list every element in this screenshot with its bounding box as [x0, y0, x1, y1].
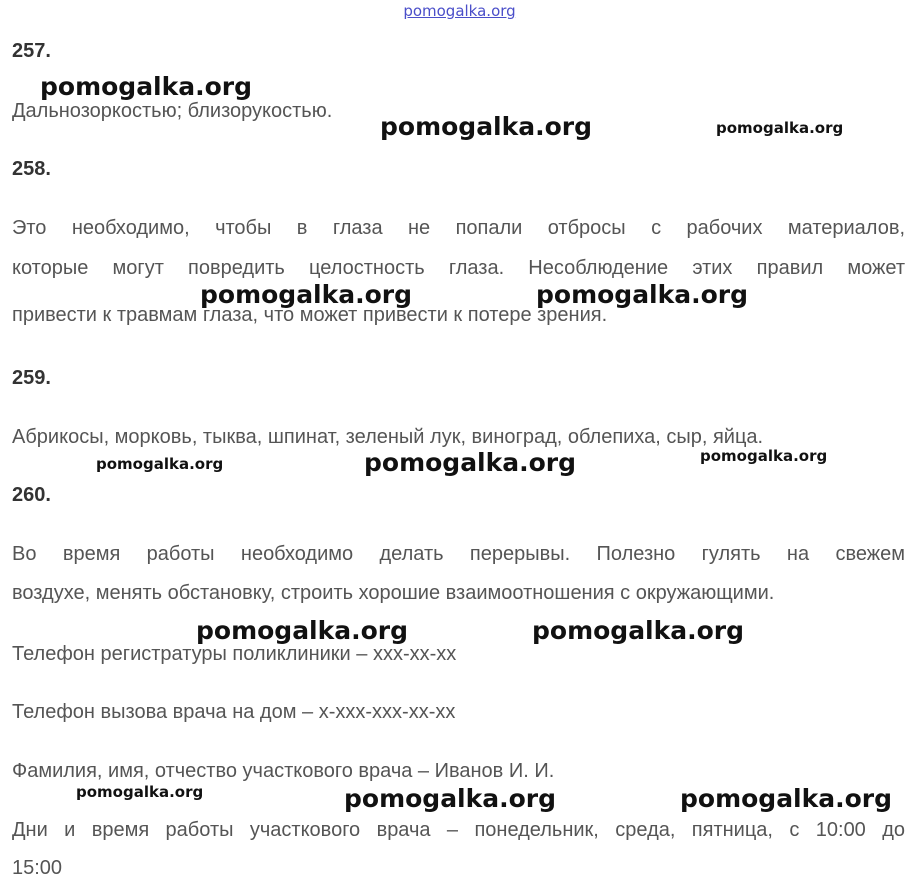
answer-258-line-1: Это необходимо, чтобы в глаза не попали отбросы с рабочих материалов, [12, 217, 905, 239]
watermark: pomogalka.org [96, 455, 224, 473]
answer-260-line-6: Дни и время работы участкового врача – понедельник, среда, пятница, с 10:00 до [12, 819, 905, 841]
task-number-257: 257. [12, 40, 51, 62]
answer-259-line-1: Абрикосы, морковь, тыква, шпинат, зеленый лук, виноград, облепиха, сыр, яйца. [12, 426, 764, 448]
task-number-259: 259. [12, 367, 51, 389]
task-number-260: 260. [12, 484, 51, 506]
watermark: pomogalka.org [76, 783, 204, 801]
answer-258-line-3: привести к травмам глаза, что может привести к потере зрения. [12, 304, 608, 326]
watermark: pomogalka.org [40, 72, 253, 101]
answer-260-line-5: Фамилия, имя, отчество участкового врача – Иванов И. И. [12, 760, 555, 782]
watermark: pomogalka.org [200, 280, 413, 309]
watermark: pomogalka.org [700, 447, 828, 465]
watermark: pomogalka.org [364, 448, 577, 477]
site-link[interactable]: pomogalka.org [403, 2, 516, 20]
watermark: pomogalka.org [196, 616, 409, 645]
answer-258-line-2: которые могут повредить целостность глаза. Несоблюдение этих правил может [12, 257, 905, 279]
answer-260-line-2: воздухе, менять обстановку, строить хорошие взаимоотношения с окружающими. [12, 582, 775, 604]
answer-257-line-1: Дальнозоркостью; близорукостью. [12, 100, 333, 122]
answer-260-line-3: Телефон регистратуры поликлиники – xxx-xx-xx [12, 643, 457, 665]
watermark: pomogalka.org [536, 280, 749, 309]
watermark: pomogalka.org [532, 616, 745, 645]
answer-260-line-1: Во время работы необходимо делать перерывы. Полезно гулять на свежем [12, 543, 905, 565]
task-number-258: 258. [12, 158, 51, 180]
watermark: pomogalka.org [680, 784, 893, 813]
answer-260-line-7: 15:00 [12, 857, 63, 879]
watermark: pomogalka.org [380, 112, 593, 141]
answer-260-line-4: Телефон вызова врача на дом – x-xxx-xxx-xx-xx [12, 701, 456, 723]
watermark: pomogalka.org [716, 119, 844, 137]
watermark: pomogalka.org [344, 784, 557, 813]
